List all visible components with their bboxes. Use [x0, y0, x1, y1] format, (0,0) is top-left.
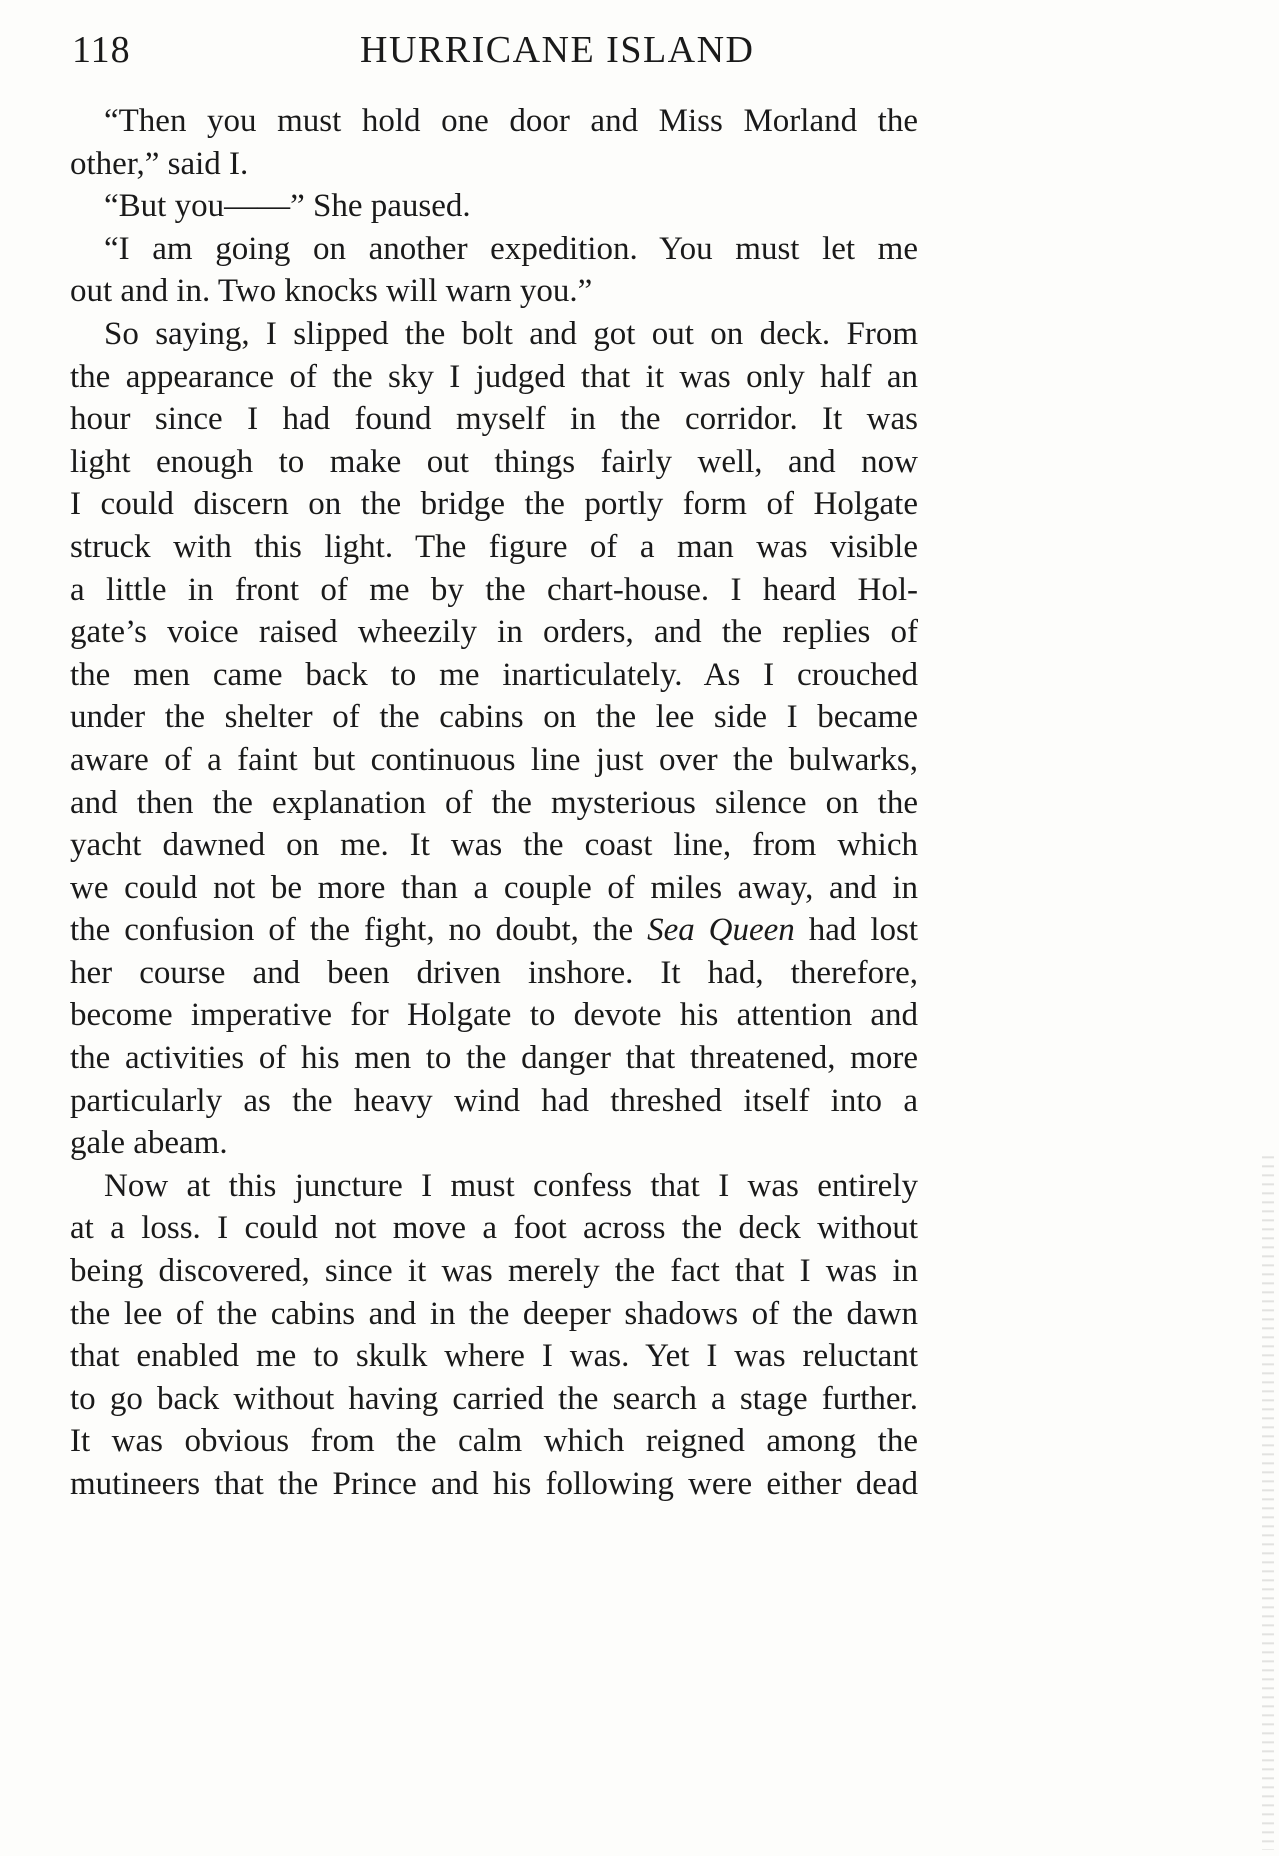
text-line: yacht dawned on me. It was the coast line, from which — [70, 827, 918, 864]
text-line: particularly as the heavy wind had threshed itself into a — [70, 1082, 918, 1119]
text-line: being discovered, since it was merely the fact that I was in — [70, 1253, 918, 1290]
text-line: at a loss. I could not move a foot across the deck without — [70, 1210, 918, 1247]
text-line: hour since I had found myself in the corridor. It was — [70, 401, 918, 438]
text-line: become imperative for Holgate to devote his attention and — [70, 997, 918, 1034]
text-line: gale abeam. — [70, 1125, 228, 1162]
text-line: the men came back to me inarticulately. As I crouched — [70, 656, 918, 693]
text-line: Now at this juncture I must confess that I was entirely — [104, 1167, 918, 1204]
running-head: HURRICANE ISLAND — [360, 29, 755, 71]
page-edge-speckle — [1262, 1150, 1274, 1850]
text-line: out and in. Two knocks will warn you.” — [70, 273, 593, 310]
text-line: the activities of his men to the danger that threatened, more — [70, 1040, 918, 1077]
page-header — [0, 22, 1279, 82]
text-line: “But you——” She paused. — [104, 188, 471, 225]
body-text — [70, 100, 918, 1506]
text-line: that enabled me to skulk where I was. Yet I was reluctant — [70, 1338, 918, 1375]
text-fragment: had lost — [794, 912, 918, 949]
text-line: her course and been driven inshore. It had, therefore, — [70, 954, 918, 991]
text-line: the appearance of the sky I judged that it was only half an — [70, 358, 918, 395]
text-line: light enough to make out things fairly well, and now — [70, 443, 918, 480]
text-line: I could discern on the bridge the portly form of Holgate — [70, 486, 918, 523]
ship-name-italic: Sea Queen — [647, 912, 795, 949]
text-line: a little in front of me by the chart-house. I heard Hol- — [70, 571, 918, 608]
text-line: struck with this light. The figure of a man was visible — [70, 528, 918, 565]
text-line: under the shelter of the cabins on the lee side I became — [70, 699, 918, 736]
page-number: 118 — [72, 29, 131, 71]
text-line: aware of a faint but continuous line just over the bulwarks, — [70, 741, 918, 778]
text-line-with-italic — [70, 909, 918, 952]
text-line: and then the explanation of the mysterious silence on the — [70, 784, 918, 821]
text-line: “I am going on another expedition. You must let me — [104, 230, 918, 267]
text-line: the lee of the cabins and in the deeper shadows of the dawn — [70, 1295, 918, 1332]
text-line: we could not be more than a couple of miles away, and in — [70, 869, 918, 906]
text-line: to go back without having carried the search a stage further. — [70, 1380, 918, 1417]
text-line: gate’s voice raised wheezily in orders, and the replies of — [70, 614, 918, 651]
text-line: It was obvious from the calm which reigned among the — [70, 1423, 918, 1460]
text-fragment: the confusion of the fight, no doubt, the — [70, 912, 648, 949]
text-line: other,” said I. — [70, 145, 249, 182]
text-line: mutineers that the Prince and his following were either dead — [70, 1466, 918, 1502]
text-line: “Then you must hold one door and Miss Morland the — [104, 103, 918, 139]
text-line: So saying, I slipped the bolt and got out on deck. From — [104, 315, 918, 352]
